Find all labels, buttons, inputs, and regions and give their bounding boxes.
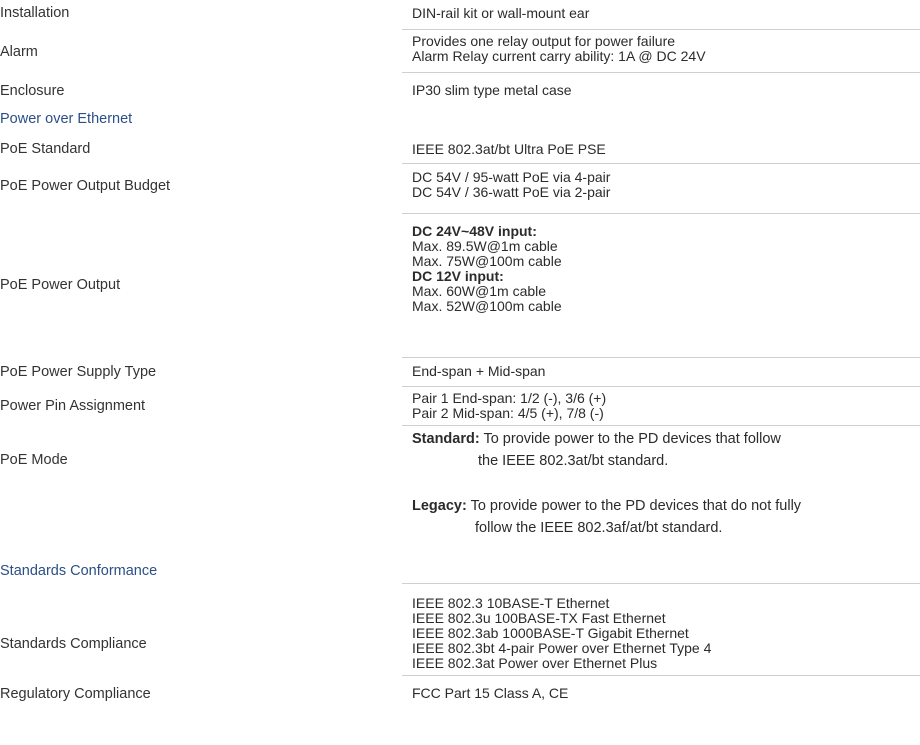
poe-mode-legacy-text: To provide power to the PD devices that do not fully bbox=[470, 498, 802, 514]
installation-label: Installation bbox=[0, 5, 70, 21]
poe-mode-label: PoE Mode bbox=[0, 452, 68, 468]
section-standards-conformance: Standards Conformance bbox=[0, 563, 158, 579]
poe-mode-legacy-key: Legacy: bbox=[412, 498, 467, 514]
divider bbox=[402, 357, 920, 358]
poe-output-label: PoE Power Output bbox=[0, 277, 121, 293]
regulatory-value bbox=[412, 686, 920, 701]
regulatory-text: FCC Part 15 Class A, CE bbox=[412, 685, 569, 701]
poe-mode-standard-key: Standard: bbox=[412, 431, 480, 447]
poe-output-heading: DC 12V input: bbox=[412, 268, 504, 284]
poe-output-line: Max. 89.5W@1m cable bbox=[412, 238, 558, 254]
standards-compliance-value bbox=[412, 596, 920, 671]
standards-compliance-line: IEEE 802.3bt 4-pair Power over Ethernet Type 4 bbox=[412, 640, 712, 656]
alarm-line: Provides one relay output for power failure bbox=[412, 33, 676, 49]
poe-output-heading: DC 24V~48V input: bbox=[412, 223, 537, 239]
standards-compliance-label: Standards Compliance bbox=[0, 636, 147, 652]
alarm-label: Alarm bbox=[0, 44, 38, 60]
section-power-over-ethernet: Power over Ethernet bbox=[0, 111, 133, 127]
poe-budget-line: DC 54V / 36-watt PoE via 2-pair bbox=[412, 184, 611, 200]
divider bbox=[402, 29, 920, 30]
installation-value bbox=[412, 6, 920, 21]
poe-output-value bbox=[412, 224, 920, 314]
poe-standard-text: IEEE 802.3at/bt Ultra PoE PSE bbox=[412, 141, 606, 157]
enclosure-label: Enclosure bbox=[0, 83, 65, 99]
divider bbox=[402, 213, 920, 214]
alarm-line: Alarm Relay current carry ability: 1A @ DC 24V bbox=[412, 48, 706, 64]
poe-output-line: Max. 60W@1m cable bbox=[412, 283, 547, 299]
enclosure-text: IP30 slim type metal case bbox=[412, 82, 572, 98]
installation-text: DIN-rail kit or wall-mount ear bbox=[412, 5, 590, 21]
poe-budget-line: DC 54V / 95-watt PoE via 4-pair bbox=[412, 169, 611, 185]
standards-compliance-line: IEEE 802.3at Power over Ethernet Plus bbox=[412, 655, 658, 671]
poe-mode-standard-text: the IEEE 802.3at/bt standard. bbox=[478, 453, 669, 469]
poe-output-line: Max. 52W@100m cable bbox=[412, 298, 562, 314]
divider bbox=[402, 583, 920, 584]
divider bbox=[402, 72, 920, 73]
supply-type-text: End-span + Mid-span bbox=[412, 363, 546, 379]
standards-compliance-line: IEEE 802.3 10BASE-T Ethernet bbox=[412, 595, 610, 611]
divider bbox=[402, 163, 920, 164]
poe-standard-value bbox=[412, 142, 920, 157]
supply-type-value bbox=[412, 364, 920, 379]
poe-mode-legacy bbox=[412, 495, 918, 539]
pin-assignment-value bbox=[412, 391, 920, 421]
regulatory-label: Regulatory Compliance bbox=[0, 686, 151, 702]
divider bbox=[402, 425, 920, 426]
enclosure-value bbox=[412, 83, 920, 98]
standards-compliance-line: IEEE 802.3u 100BASE-TX Fast Ethernet bbox=[412, 610, 666, 626]
poe-mode-legacy-text: follow the IEEE 802.3af/at/bt standard. bbox=[475, 520, 723, 536]
poe-budget-label: PoE Power Output Budget bbox=[0, 178, 171, 194]
alarm-value bbox=[412, 34, 920, 64]
poe-mode-standard-text: To provide power to the PD devices that follow bbox=[483, 431, 781, 447]
standards-compliance-line: IEEE 802.3ab 1000BASE-T Gigabit Ethernet bbox=[412, 625, 689, 641]
pin-assignment-line: Pair 1 End-span: 1/2 (-), 3/6 (+) bbox=[412, 390, 607, 406]
divider bbox=[402, 386, 920, 387]
pin-assignment-line: Pair 2 Mid-span: 4/5 (+), 7/8 (-) bbox=[412, 405, 604, 421]
pin-assignment-label: Power Pin Assignment bbox=[0, 398, 146, 414]
supply-type-label: PoE Power Supply Type bbox=[0, 364, 157, 380]
poe-budget-value bbox=[412, 170, 920, 200]
poe-standard-label: PoE Standard bbox=[0, 141, 91, 157]
divider bbox=[402, 675, 920, 676]
poe-mode-standard bbox=[412, 428, 918, 472]
poe-output-line: Max. 75W@100m cable bbox=[412, 253, 562, 269]
